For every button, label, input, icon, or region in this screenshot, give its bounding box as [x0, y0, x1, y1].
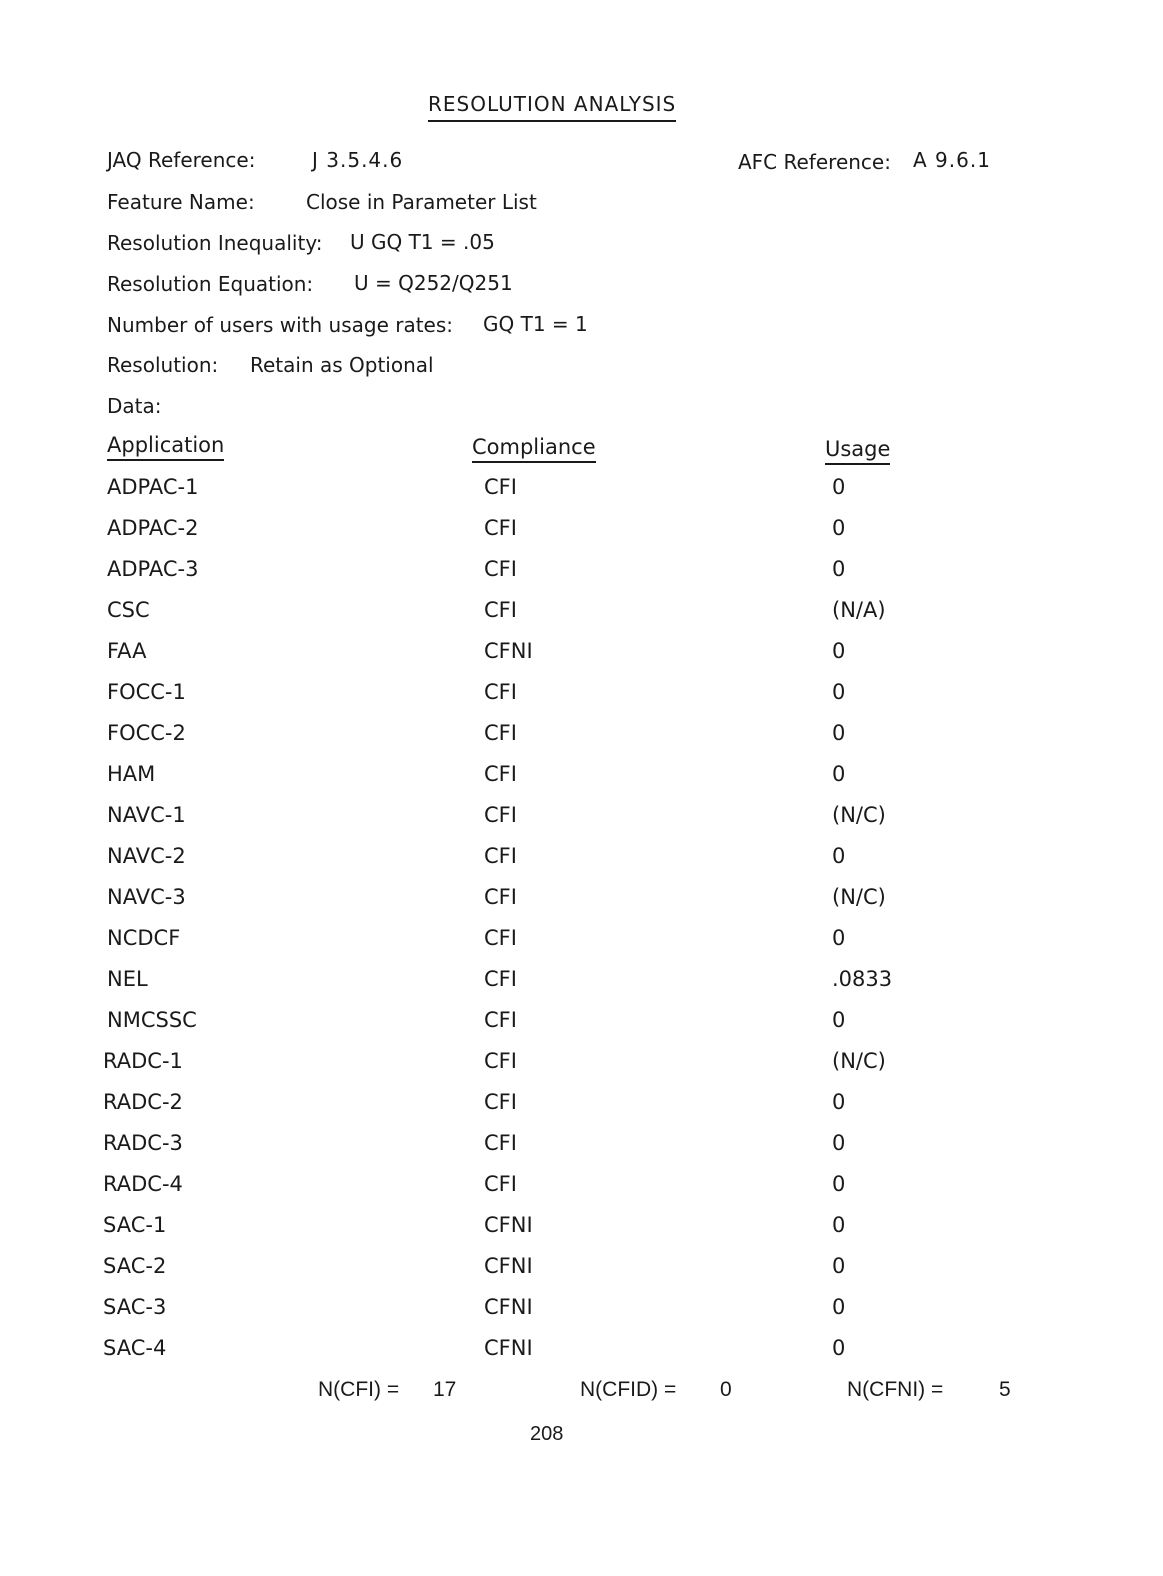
afc-reference-value: A 9.6.1 — [913, 148, 991, 172]
page-number: 208 — [530, 1423, 564, 1445]
table-cell-usage: 0 — [832, 1131, 846, 1155]
total-cfni-value: 5 — [999, 1378, 1011, 1401]
table-cell-compliance: CFI — [484, 762, 517, 786]
table-cell-application: NEL — [107, 967, 148, 991]
table-cell-application: NAVC-2 — [107, 844, 186, 868]
total-cfi-value: 17 — [433, 1378, 457, 1401]
table-cell-application: NAVC-1 — [107, 803, 186, 827]
table-cell-usage: 0 — [832, 1090, 846, 1114]
total-cfid-label: N(CFID) = — [580, 1378, 677, 1401]
table-cell-application: NMCSSC — [107, 1008, 197, 1032]
table-cell-application: ADPAC-3 — [107, 557, 199, 581]
table-cell-compliance: CFI — [484, 885, 517, 909]
table-cell-usage: 0 — [832, 844, 846, 868]
table-cell-compliance: CFNI — [484, 1336, 533, 1360]
users-usage-label: Number of users with usage rates: — [107, 313, 454, 337]
total-cfni-label: N(CFNI) = — [847, 1378, 944, 1401]
table-cell-application: HAM — [107, 762, 156, 786]
table-cell-application: SAC-4 — [103, 1336, 167, 1360]
afc-reference-label: AFC Reference: — [738, 150, 891, 174]
table-cell-application: RADC-1 — [103, 1049, 183, 1073]
users-usage-value: GQ T1 = 1 — [483, 312, 588, 336]
table-cell-usage: 0 — [832, 680, 846, 704]
table-cell-compliance: CFI — [484, 516, 517, 540]
table-cell-application: ADPAC-2 — [107, 516, 199, 540]
column-header-compliance: Compliance — [472, 435, 596, 463]
table-cell-compliance: CFNI — [484, 1213, 533, 1237]
total-cfid-value: 0 — [720, 1378, 732, 1401]
table-cell-usage: 0 — [832, 762, 846, 786]
table-cell-compliance: CFI — [484, 1131, 517, 1155]
table-cell-usage: 0 — [832, 1172, 846, 1196]
table-cell-usage: (N/C) — [832, 803, 886, 827]
table-cell-usage: 0 — [832, 926, 846, 950]
table-cell-application: FOCC-2 — [107, 721, 186, 745]
table-cell-usage: (N/A) — [832, 598, 886, 622]
jaq-reference-value: J 3.5.4.6 — [312, 148, 404, 172]
table-cell-compliance: CFI — [484, 1008, 517, 1032]
table-cell-compliance: CFI — [484, 680, 517, 704]
feature-name-label: Feature Name: — [107, 190, 255, 214]
table-cell-usage: 0 — [832, 721, 846, 745]
table-cell-compliance: CFI — [484, 1172, 517, 1196]
resolution-inequality-label: Resolution Inequality: — [107, 231, 323, 255]
table-cell-compliance: CFI — [484, 1090, 517, 1114]
page-title: RESOLUTION ANALYSIS — [428, 92, 676, 122]
table-cell-compliance: CFI — [484, 844, 517, 868]
table-cell-usage: 0 — [832, 1008, 846, 1032]
column-header-application: Application — [107, 433, 224, 461]
resolution-label: Resolution: — [107, 353, 219, 377]
table-cell-compliance: CFI — [484, 598, 517, 622]
column-header-usage: Usage — [825, 437, 890, 465]
table-cell-application: CSC — [107, 598, 150, 622]
table-cell-compliance: CFI — [484, 1049, 517, 1073]
table-cell-application: NCDCF — [107, 926, 181, 950]
resolution-inequality-value: U GQ T1 = .05 — [350, 230, 495, 254]
table-cell-application: RADC-4 — [103, 1172, 183, 1196]
table-cell-compliance: CFNI — [484, 639, 533, 663]
table-cell-usage: 0 — [832, 639, 846, 663]
table-cell-compliance: CFI — [484, 803, 517, 827]
table-cell-application: SAC-2 — [103, 1254, 167, 1278]
table-cell-compliance: CFI — [484, 967, 517, 991]
table-cell-application: SAC-1 — [103, 1213, 167, 1237]
data-label: Data: — [107, 394, 162, 418]
table-cell-application: RADC-3 — [103, 1131, 183, 1155]
table-cell-compliance: CFI — [484, 926, 517, 950]
table-cell-compliance: CFNI — [484, 1295, 533, 1319]
feature-name-value: Close in Parameter List — [306, 190, 537, 214]
table-cell-usage: 0 — [832, 557, 846, 581]
table-cell-usage: 0 — [832, 1254, 846, 1278]
table-cell-application: FOCC-1 — [107, 680, 186, 704]
table-cell-usage: 0 — [832, 516, 846, 540]
table-cell-application: SAC-3 — [103, 1295, 167, 1319]
table-cell-application: FAA — [107, 639, 147, 663]
table-cell-compliance: CFNI — [484, 1254, 533, 1278]
table-cell-compliance: CFI — [484, 557, 517, 581]
table-cell-usage: 0 — [832, 1336, 846, 1360]
table-cell-usage: 0 — [832, 475, 846, 499]
table-cell-application: RADC-2 — [103, 1090, 183, 1114]
resolution-equation-label: Resolution Equation: — [107, 272, 314, 296]
table-cell-usage: .0833 — [832, 967, 893, 991]
jaq-reference-label: JAQ Reference: — [107, 148, 256, 172]
total-cfi-label: N(CFI) = — [318, 1378, 400, 1401]
resolution-value: Retain as Optional — [250, 353, 434, 377]
table-cell-usage: (N/C) — [832, 1049, 886, 1073]
table-cell-usage: 0 — [832, 1213, 846, 1237]
table-cell-compliance: CFI — [484, 721, 517, 745]
table-cell-usage: 0 — [832, 1295, 846, 1319]
table-cell-application: NAVC-3 — [107, 885, 186, 909]
table-cell-application: ADPAC-1 — [107, 475, 199, 499]
resolution-equation-value: U = Q252/Q251 — [354, 271, 513, 295]
table-cell-usage: (N/C) — [832, 885, 886, 909]
table-cell-compliance: CFI — [484, 475, 517, 499]
